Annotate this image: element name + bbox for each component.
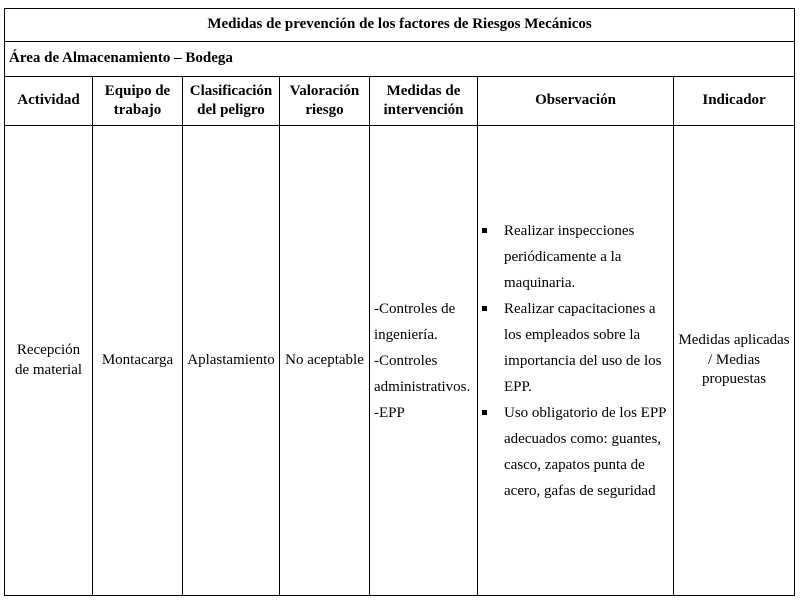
header-valoracion: Valoración riesgo <box>280 77 370 126</box>
cell-indicador: Medidas aplicadas / Medias propuestas <box>674 126 795 596</box>
observation-list <box>482 218 669 504</box>
cell-clasificacion: Aplastamiento <box>183 126 280 596</box>
observation-item <box>482 218 669 296</box>
observation-text: Uso obligatorio de los EPP adecuados como: guantes, casco, zapatos punta de acero, gafas de seguridad <box>504 404 666 499</box>
header-equipo: Equipo de trabajo <box>93 77 183 126</box>
table-title: Medidas de prevención de los factores de Riesgos Mecánicos <box>5 9 795 42</box>
header-medidas: Medidas de intervención <box>370 77 478 126</box>
medida-item: -EPP <box>374 404 405 421</box>
cell-actividad: Recepción de material <box>5 126 93 596</box>
area-label: Área de Almacenamiento – Bodega <box>5 42 795 77</box>
header-clasificacion: Clasificación del peligro <box>183 77 280 126</box>
cell-observacion <box>478 126 674 596</box>
observation-item <box>482 400 669 504</box>
medida-item: -Controles administrativos. <box>374 352 471 395</box>
observation-text: Realizar inspecciones periódicamente a la maquinaria. <box>504 222 635 291</box>
risk-prevention-table <box>4 8 795 596</box>
cell-medidas <box>370 126 478 596</box>
cell-valoracion: No aceptable <box>280 126 370 596</box>
square-bullet-icon <box>482 306 487 311</box>
cell-equipo: Montacarga <box>93 126 183 596</box>
header-indicador: Indicador <box>674 77 795 126</box>
header-actividad: Actividad <box>5 77 93 126</box>
observation-item <box>482 296 669 400</box>
header-observacion: Observación <box>478 77 674 126</box>
square-bullet-icon <box>482 410 487 415</box>
observation-text: Realizar capacitaciones a los empleados sobre la importancia del uso de los EPP. <box>504 300 662 395</box>
medida-item: -Controles de ingeniería. <box>374 300 456 343</box>
square-bullet-icon <box>482 228 487 233</box>
